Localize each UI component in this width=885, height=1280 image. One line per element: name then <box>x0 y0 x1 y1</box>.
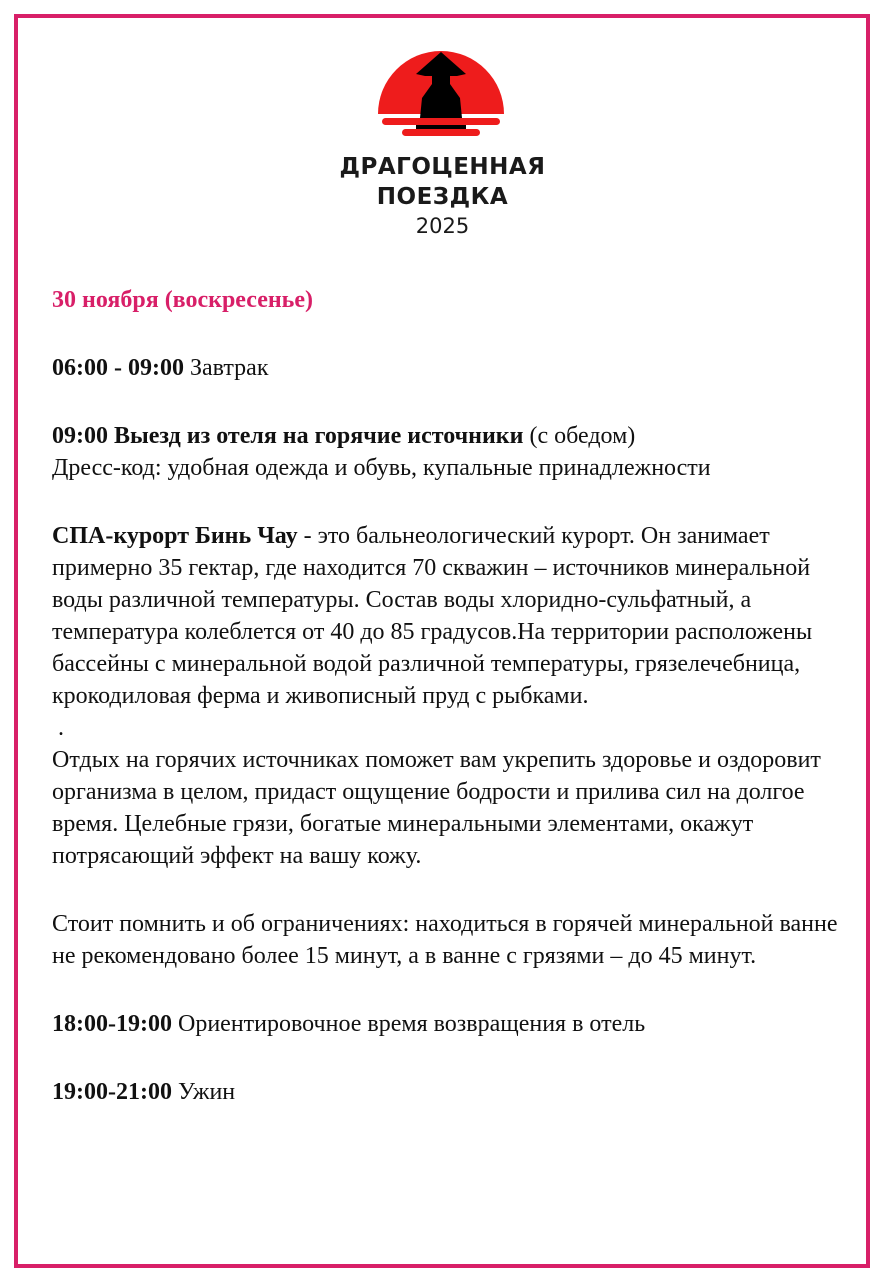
schedule-item-return <box>52 1008 842 1040</box>
schedule-time: 06:00 - 09:00 <box>52 355 184 381</box>
schedule-text: (с обедом) <box>523 423 636 449</box>
dress-code-note: Дресс-код: удобная одежда и обувь, купальные принадлежности <box>52 455 711 481</box>
schedule-time: 18:00-19:00 <box>52 1011 172 1037</box>
sunset-conical-hat-icon <box>376 38 506 138</box>
schedule-item-departure <box>52 420 842 452</box>
spa-description <box>52 520 842 712</box>
spa-desc: - это бальнеологический курорт. Он занимает примерно 35 гектар, где находится 70 скважин – источников минеральной воды различной температуры. Состав воды хлоридно-сульфатный, а температура колеблется от 40 до 85 градусов.На территории расположены бассейны с минеральной водой различной температуры, грязелечебница, крокодиловая ферма и живописный пруд с рыбками. <box>52 523 813 709</box>
schedule-text: Завтрак <box>183 355 269 381</box>
schedule-text: Ужин <box>171 1079 236 1105</box>
schedule-title: Выезд из отеля на горячие источники <box>114 423 524 449</box>
spa-name: СПА-курорт Бинь Чау <box>52 523 298 549</box>
schedule-time: 09:00 <box>52 423 114 449</box>
spa-limits: Стоит помнить и об ограничениях: находиться в горячей минеральной ванне не рекомендовано более 15 минут, а в ванне с грязями – до 45 минут. <box>52 911 838 969</box>
schedule-item-breakfast <box>52 352 842 384</box>
brand-title-line1: ДРАГОЦЕННАЯ <box>339 154 546 180</box>
schedule-text: Ориентировочное время возвращения в отель <box>171 1011 646 1037</box>
brand-year: 2025 <box>415 214 470 238</box>
separator-dot: . <box>58 715 64 741</box>
schedule-time: 19:00-21:00 <box>52 1079 172 1105</box>
itinerary-content <box>52 284 842 1108</box>
spa-benefits: Отдых на горячих источниках поможет вам укрепить здоровье и оздоровит организма в целом, придаст ощущение бодрости и прилива сил на долгое время. Целебные грязи, богатые минеральными элементами, окажут потрясающий эффект на вашу кожу. <box>52 747 821 869</box>
day-date-heading: 30 ноября (воскресенье) <box>52 287 314 313</box>
schedule-item-dinner <box>52 1076 842 1108</box>
brand-title-line2: ПОЕЗДКА <box>376 184 509 210</box>
